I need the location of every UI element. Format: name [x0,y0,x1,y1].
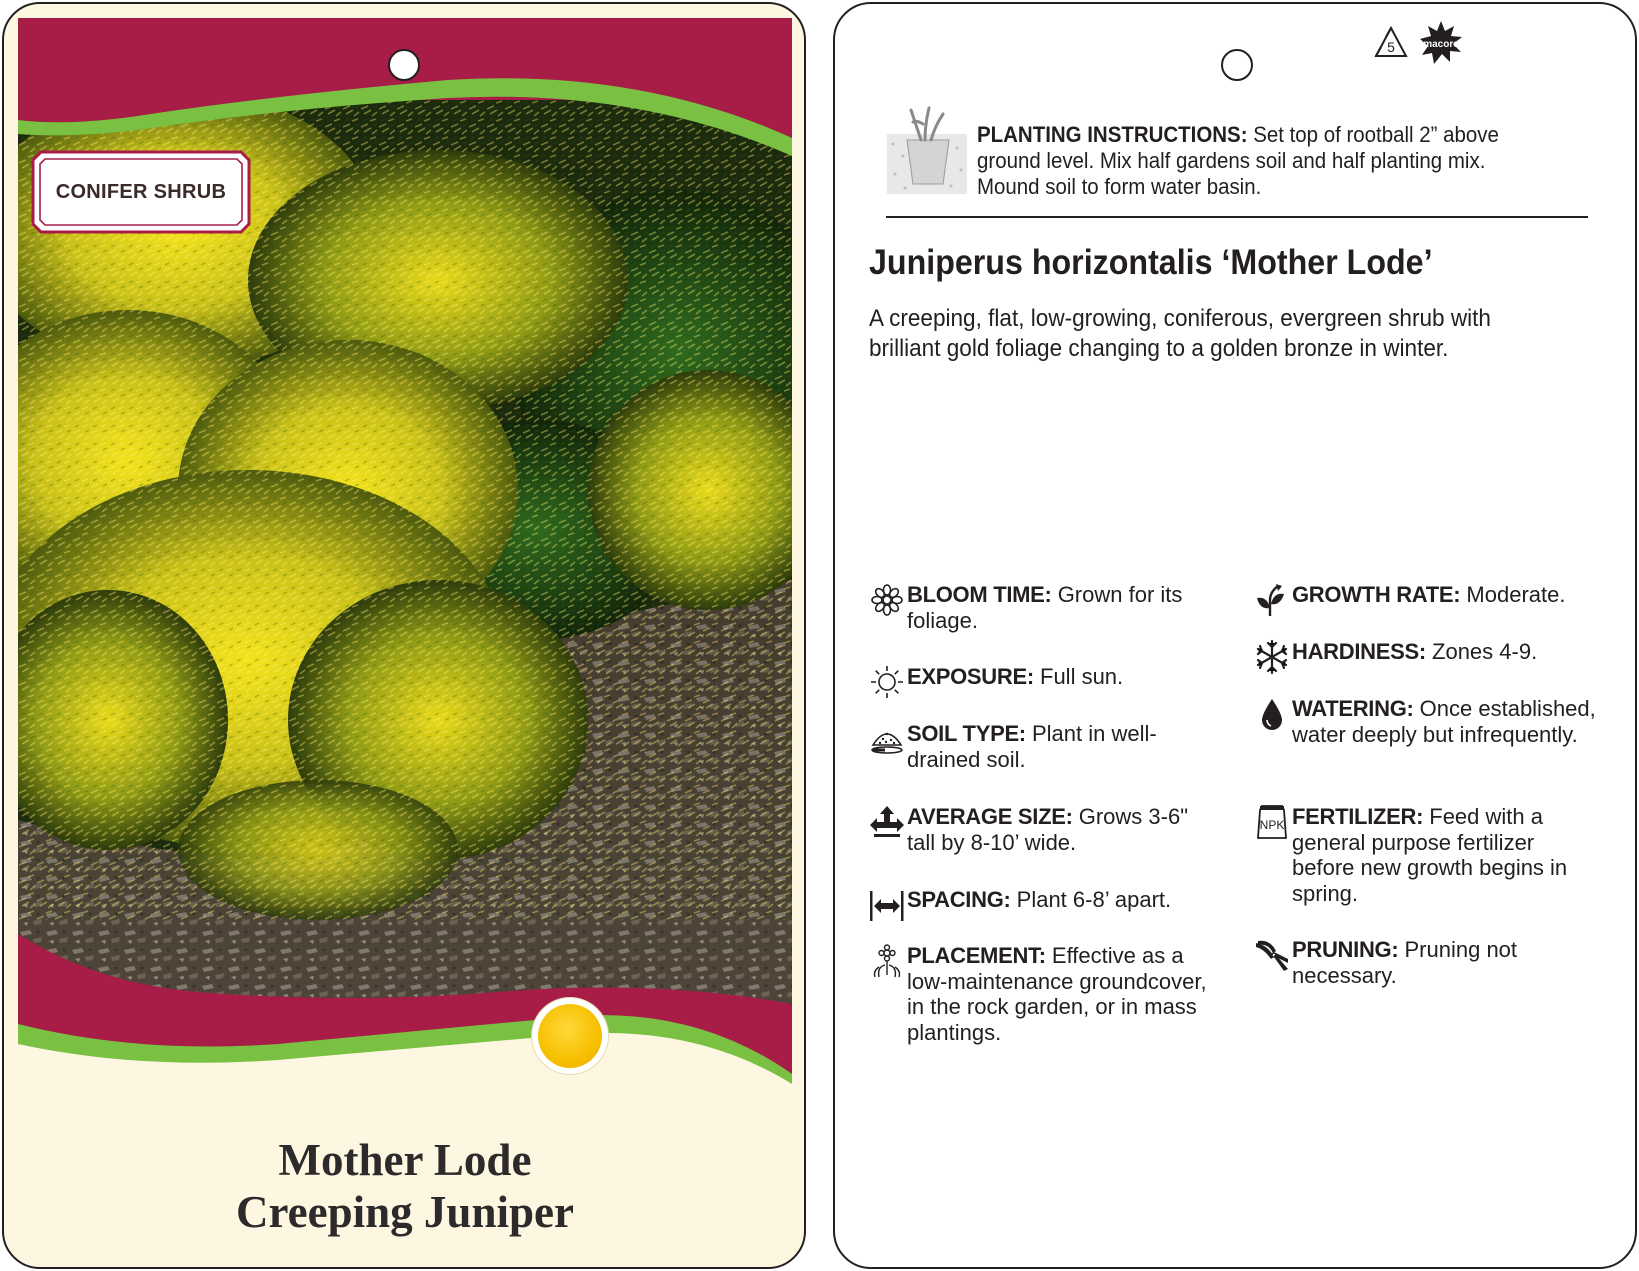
attr-text: Full sun. [1033,664,1124,689]
planting-label: PLANTING INSTRUCTIONS: [977,122,1248,147]
attr-label: WATERING: [1292,696,1414,721]
soil-type-icon [869,721,905,757]
attr-label: AVERAGE SIZE: [907,804,1073,829]
attr-text: Grows 3-6" tall by 8-10’ wide. [907,804,1189,855]
title-line-2: Creeping Juniper [236,1187,574,1237]
placement-icon [869,943,905,979]
recycle-5-icon [1372,24,1410,64]
hang-hole [388,49,420,81]
npk-text: NPK [1259,818,1285,832]
title-line-1: Mother Lode [278,1135,532,1185]
attr-label: EXPOSURE: [907,664,1034,689]
attr-label: FERTILIZER: [1292,804,1424,829]
bottom-wave [18,934,792,1134]
watering-drop-icon [1254,696,1290,732]
attr-text: Grown for its foliage. [907,582,1183,633]
attr-label: PRUNING: [1292,937,1399,962]
category-label: CONIFER SHRUB [55,180,227,203]
plant-description: A creeping, flat, low-growing, coniferous, evergreen shrub with brilliant gold foliage changing to a golden bronze in winter. [869,305,1491,362]
attr-label: PLACEMENT: [907,943,1046,968]
attr-label: GROWTH RATE: [1292,582,1461,607]
attr-label: BLOOM TIME: [907,582,1052,607]
average-size-icon [869,804,905,840]
attr-label: SPACING: [907,887,1011,912]
attr-text: Plant in well-drained soil. [907,721,1157,772]
attr-text: Once established, water deeply but infrequently. [1292,696,1596,747]
planting-text: Set top of rootball 2” above ground level. Mix half gardens soil and half planting mix. Mound soil to form water basin. [977,122,1499,199]
spacing-icon [869,887,905,923]
top-wave [18,18,792,168]
back-tag [833,2,1637,1269]
common-name-title [18,1134,792,1238]
attr-text: Effective as a low-maintenance groundcover, in the rock garden, or in mass plantings. [907,943,1207,1045]
exposure-sun-icon [869,664,905,700]
planting-instructions [977,122,1535,200]
category-badge [31,150,251,234]
hang-hole [1221,49,1253,81]
attr-label: HARDINESS: [1292,639,1426,664]
growth-rate-icon [1254,582,1290,618]
juniper-photo [18,100,792,1050]
attr-text: Pruning not necessary. [1292,937,1518,988]
macore-logo-icon [1419,20,1463,66]
hardiness-snowflake-icon [1254,639,1290,675]
attr-label: SOIL TYPE: [907,721,1026,746]
attr-text: Feed with a general purpose fertilizer before new growth begins in spring. [1292,804,1568,906]
divider [886,216,1588,218]
pruning-shears-icon [1254,937,1290,973]
attr-text: Plant 6-8’ apart. [1010,887,1172,912]
bloom-flower-icon [869,582,905,618]
botanical-name: Juniperus horizontalis ‘Mother Lode’ [869,243,1433,282]
svg-text:macore: macore [1423,39,1459,50]
planting-pot-icon [885,104,971,198]
full-sun-dot-icon [531,997,609,1075]
attr-text: Zones 4-9. [1425,639,1538,664]
recycle-number: 5 [1387,39,1395,55]
front-tag [2,2,806,1269]
fertilizer-npk-icon [1254,804,1290,840]
attr-text: Moderate. [1460,582,1566,607]
